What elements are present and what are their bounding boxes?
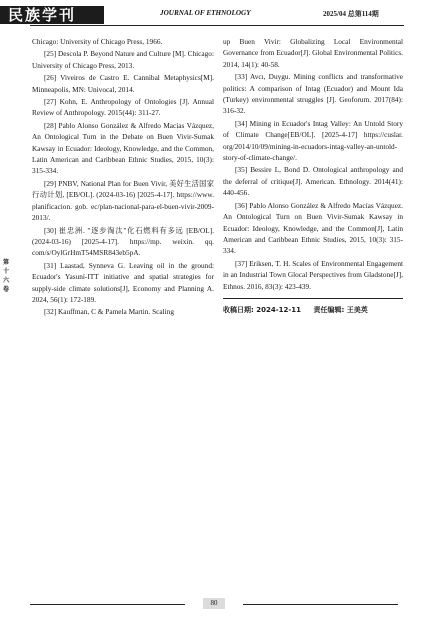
footer-divider-right [243,604,398,605]
reference-column-right [223,36,403,316]
side-label-char: 卷 [3,286,10,293]
reference-item: [36] Pablo Alonso González & Alfredo Macías Vázquez. An Ontological Turn on Buen Vivir-Sumak Kawsay in Ecuador: Ideology, Knowledge, and the Common[J], Latin American and Caribbean Ethnic Studies, 2015, 10(3): 315-334. [223,200,403,256]
reference-item: [33] Avcı, Duygu. Mining conflicts and transformative politics: A comparison of Intag (Ecuador) and Mount Ida (Turkey) environmental struggles [J]. Geoforum. 2017(84): 316-32. [223,72,403,116]
page-number: 80 [203,598,225,609]
reference-item: [35] Bessire L, Bond D. Ontological anthropology and the deferral of critique[J]. American. Ethnology. 2014(41): 440-456. [223,165,403,198]
header-divider [30,25,404,26]
reference-item: [32] Kauffman, C & Pamela Martin. Scaling [44,307,174,317]
side-label-char: 第 [3,259,10,266]
reference-item: [27] Kohn, E. Anthropology of Ontologies [J]. Annual Review of Anthropology. 2015(44): 311-27. [32,97,214,118]
journal-logo: 民族学刊 [0,6,104,24]
reference-item: [29] PNBV, National Plan for Buen Vivir, 美好生活国家行动计划, [EB/OL]. (2024-03-16) [2025-4-17]. https://www. planificacion. gob. ec/plan-nacional-para-el-buen-vivir-2009-2013/. [32,178,214,223]
side-label-char: 十 [3,268,10,275]
received-info [223,298,403,316]
reference-item: Chicago: University of Chicago Press, 1966. [32,37,163,46]
footer-divider-left [30,604,185,605]
page-header [0,0,427,30]
reference-item: [31] Laastad, Synneva G. Leaving oil in the ground: Ecuador's Yasuní-ITT initiative and spatial strategies for supply-side climate solutions[J], Economy and Planning A. 2024, 56(1): 172-189. [32,260,214,304]
journal-title: JOURNAL OF ETHNOLOGY [160,9,251,17]
reference-item: [37] Eriksen, T. H. Scales of Environmental Engagement in an Industrial Town Glocal Perspectives from Gladstone[J], Ethnos. 2016, 83(3): 423-439. [223,258,403,291]
received-date: 收稿日期: 2024-12-11 [223,305,302,314]
reference-item: [25] Descola P. Beyond Nature and Culture [M]. Chicago: University of Chicago Press, 2013. [32,49,214,70]
responsible-editor: 责任编辑: 王美英 [313,305,368,314]
reference-item: [30] 崔忠洲. "逐步淘汰"化石燃料有多远 [EB/OL]. (2024-03-16) [2025-4-17]. https://mp. weixin. qq. com/s/OylGrHmT54MSR843eb5pA. [32,225,214,258]
reference-item: up Buen Vivir: Globalizing Local Environmental Governance from Ecuador[J]. Global Environmental Politics. 2014, 14(1): 40-58. [223,37,403,69]
reference-item: [28] Pablo Alonso González & Alfredo Macías Vázquez, An Ontological Turn in the Debate on Buen Vivir-Sumak Kawsay in Ecuador: Ideology, Knowledge, and the Common, Latin American and Caribbean Ethnic Studies, 2015, 10(3): 315-334. [32,120,214,176]
reference-item: [26] Viveiros de Castro E. Cannibal Metaphysics[M]. Minneapolis, MN: Univocal, 2014. [32,73,214,94]
side-label-char: 六 [3,277,10,284]
issue-number: 2025/04 总第114期 [323,10,379,18]
volume-side-label [3,258,13,294]
reference-item: [34] Mining in Ecuador's Intag Valley: An Untold Story of Climate Change[EB/OL]. [2025-4-17] https://cuslar. org/2014/10/09/mining-in-ecuadors-intag-valley-an-untold-story-of-climate-change/. [223,118,403,163]
reference-column-left [32,36,214,319]
